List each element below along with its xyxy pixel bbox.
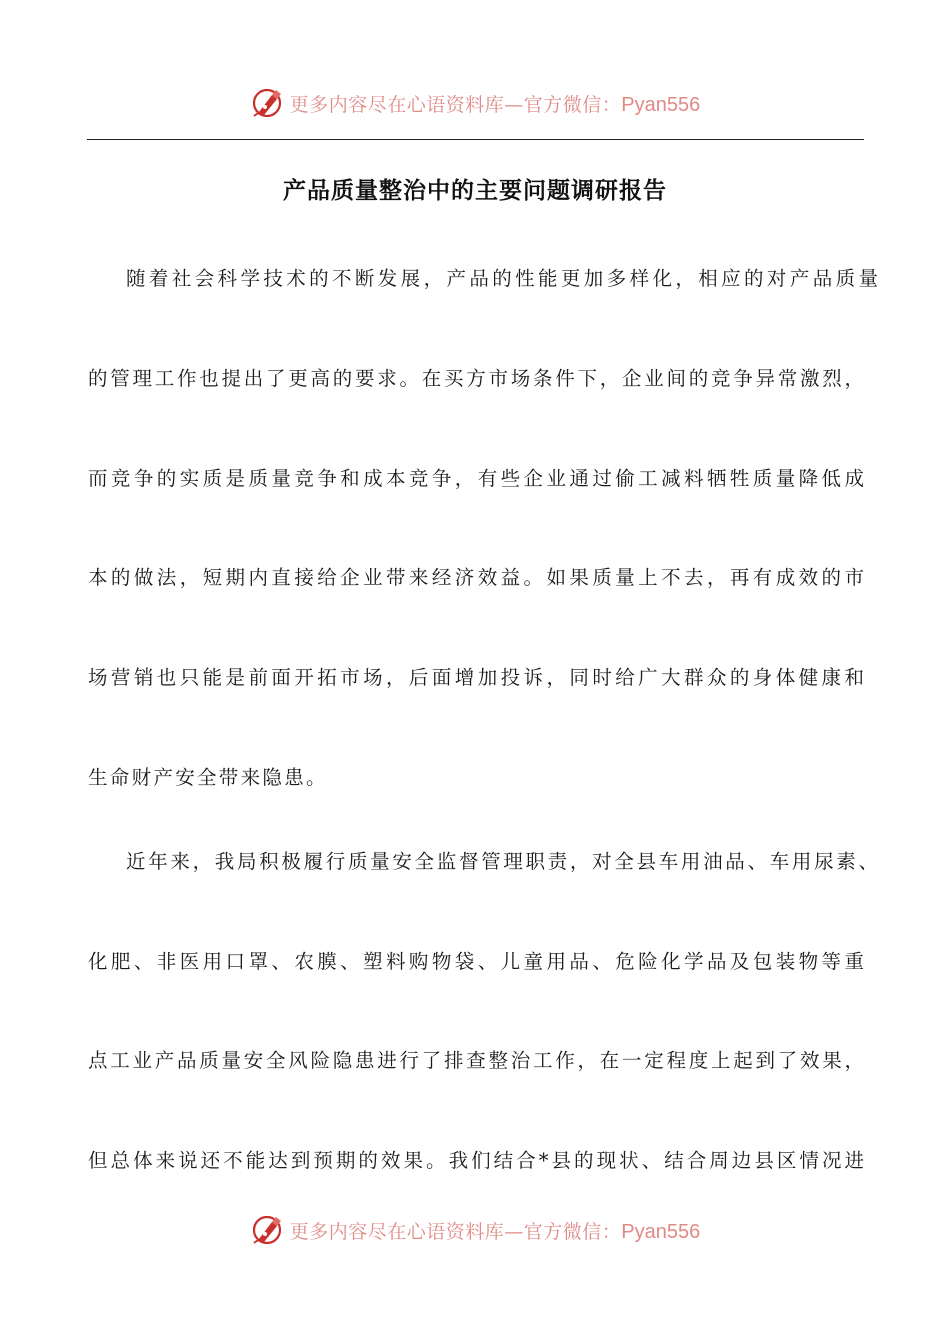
paragraph-line: 而竞争的实质是质量竞争和成本竞争，有些企业通过偷工减料牺牲质量降低成 [88,467,864,490]
paragraph-line: 场营销也只能是前面开拓市场，后面增加投诉，同时给广大群众的身体健康和 [88,666,864,689]
paragraph-line: 化肥、非医用口罩、农膜、塑料购物袋、儿童用品、危险化学品及包装物等重 [88,950,864,973]
watermark-handle: Pyan556 [621,1220,701,1243]
paragraph-line: 随着社会科学技术的不断发展，产品的性能更加多样化，相应的对产品质量 [126,267,878,290]
paragraph-line: 生命财产安全带来隐患。 [88,766,328,789]
pen-nib-logo-icon [250,85,286,121]
footer-watermark [0,1210,950,1250]
paragraph-line: 的管理工作也提出了更高的要求。在买方市场条件下，企业间的竞争异常激烈， [88,367,864,390]
header-watermark [0,83,950,123]
paragraph-line: 近年来，我局积极履行质量安全监督管理职责，对全县车用油品、车用尿素、 [126,850,878,873]
watermark-text: 更多内容尽在心语资料库—官方微信：Pyan556 [289,93,701,116]
document-title: 产品质量整治中的主要问题调研报告 [283,177,667,204]
pen-nib-logo-icon [250,1212,286,1248]
watermark-handle: Pyan556 [621,93,701,116]
paragraph-line: 点工业产品质量安全风险隐患进行了排查整治工作，在一定程度上起到了效果， [88,1049,864,1072]
paragraph-line: 本的做法，短期内直接给企业带来经济效益。如果质量上不去，再有成效的市 [88,566,864,589]
header-divider [87,139,864,140]
paragraph-line: 但总体来说还不能达到预期的效果。我们结合*县的现状、结合周边县区情况进 [88,1149,864,1172]
watermark-text: 更多内容尽在心语资料库—官方微信：Pyan556 [289,1220,701,1243]
